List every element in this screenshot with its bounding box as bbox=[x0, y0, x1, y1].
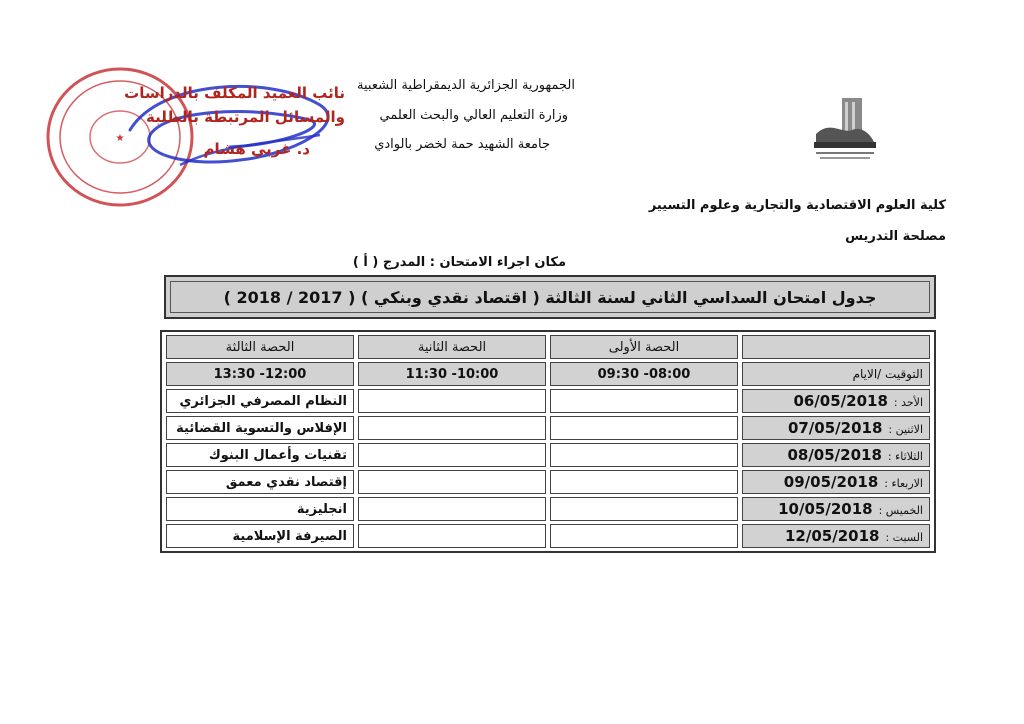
slot-session-3: انجليزية bbox=[166, 497, 354, 521]
table-row bbox=[166, 416, 930, 440]
session-2-time: 10:00- 11:30 bbox=[358, 362, 546, 386]
day-cell bbox=[742, 524, 930, 548]
slot-session-2 bbox=[358, 470, 546, 494]
schedule-title-box bbox=[164, 275, 936, 319]
day-date: 10/05/2018 bbox=[778, 500, 873, 518]
table-row bbox=[166, 389, 930, 413]
day-cell bbox=[742, 470, 930, 494]
table-row bbox=[166, 524, 930, 548]
day-date: 12/05/2018 bbox=[785, 527, 880, 545]
signature-name: د. غربي هشام bbox=[203, 140, 310, 158]
faculty-name: كلية العلوم الاقتصادية والتجارية وعلوم التسيير bbox=[648, 198, 946, 213]
day-date: 09/05/2018 bbox=[783, 473, 879, 491]
slot-session-1 bbox=[550, 470, 738, 494]
slot-session-2 bbox=[358, 416, 546, 440]
schedule-title: جدول امتحان السداسي الثاني لسنة الثالثة ( اقتصاد نقدي وبنكي ) ( 2017 / 2018 ) bbox=[170, 281, 930, 313]
day-date: 07/05/2018 bbox=[787, 419, 883, 437]
day-date: 08/05/2018 bbox=[787, 446, 882, 464]
day-name: الاربعاء : bbox=[884, 477, 923, 490]
day-cell bbox=[742, 389, 930, 413]
slot-session-2 bbox=[358, 524, 546, 548]
day-name: الخميس : bbox=[878, 504, 923, 517]
table-row bbox=[166, 497, 930, 521]
day-name: الثلاثاء : bbox=[887, 450, 923, 463]
day-name: الاثنين : bbox=[888, 423, 923, 436]
header-ministry: وزارة التعليم العالي والبحث العلمي bbox=[379, 108, 568, 123]
session-1-time: 08:00- 09:30 bbox=[550, 362, 738, 386]
exam-schedule-table bbox=[160, 330, 936, 553]
slot-session-3: تقنيات وأعمال البنوك bbox=[166, 443, 354, 467]
slot-session-2 bbox=[358, 389, 546, 413]
slot-session-3: الصيرفة الإسلامية bbox=[166, 524, 354, 548]
corner-label: التوقيت /الايام bbox=[742, 362, 930, 386]
day-cell bbox=[742, 443, 930, 467]
day-cell bbox=[742, 497, 930, 521]
header-university: جامعة الشهيد حمة لخضر بالوادي bbox=[374, 137, 550, 152]
table-row bbox=[166, 470, 930, 494]
slot-session-2 bbox=[358, 497, 546, 521]
session-3-label: الحصة الثالثة bbox=[166, 335, 354, 359]
service-name: مصلحة التدريس bbox=[845, 229, 946, 244]
slot-session-1 bbox=[550, 389, 738, 413]
day-name: الأحد : bbox=[893, 396, 923, 409]
slot-session-3: إقتصاد نقدي معمق bbox=[166, 470, 354, 494]
session-label-row bbox=[166, 335, 930, 359]
slot-session-1 bbox=[550, 443, 738, 467]
slot-session-3: الإفلاس والتسوية القضائية bbox=[166, 416, 354, 440]
signature-line-2: والمسائل المرتبطة بالطلبة bbox=[146, 108, 345, 126]
session-1-label: الحصة الأولى bbox=[550, 335, 738, 359]
day-cell bbox=[742, 416, 930, 440]
slot-session-1 bbox=[550, 497, 738, 521]
signature-line-1: نائب العميد المكلف بالدراسات bbox=[124, 84, 345, 102]
exam-location: مكان اجراء الامتحان : المدرج ( أ ) bbox=[352, 255, 566, 270]
slot-session-2 bbox=[358, 443, 546, 467]
university-logo-icon bbox=[812, 90, 878, 162]
session-3-time: 12:00- 13:30 bbox=[166, 362, 354, 386]
session-2-label: الحصة الثانية bbox=[358, 335, 546, 359]
corner-cell-top bbox=[742, 335, 930, 359]
slot-session-1 bbox=[550, 524, 738, 548]
table-row bbox=[166, 443, 930, 467]
day-date: 06/05/2018 bbox=[793, 392, 888, 410]
slot-session-1 bbox=[550, 416, 738, 440]
svg-text:★: ★ bbox=[115, 133, 125, 144]
slot-session-3: النظام المصرفي الجزائري bbox=[166, 389, 354, 413]
day-name: السبت : bbox=[885, 531, 923, 544]
time-row bbox=[166, 362, 930, 386]
header-republic: الجمهورية الجزائرية الديمقراطية الشعبية bbox=[357, 78, 575, 93]
